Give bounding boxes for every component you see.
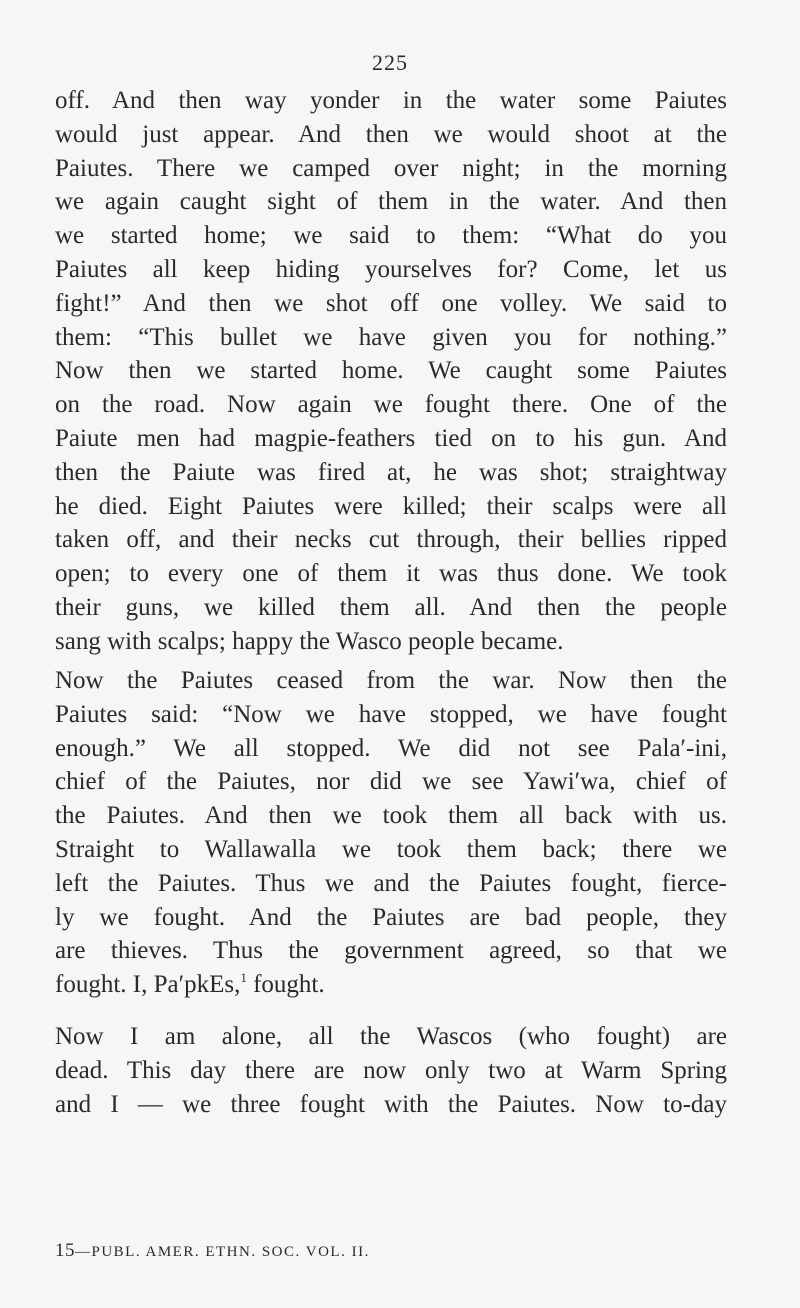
text-line-start: fought. I, Pa′pkEs,: [55, 971, 241, 999]
text-line: he died. Eight Paiutes were killed; their scalps were all: [55, 492, 727, 520]
text-line: then the Paiute was fired at, he was shot; straightway: [55, 458, 727, 486]
footnote-marker: 1: [240, 970, 247, 986]
signature-footer: [55, 1240, 370, 1262]
text-line: left the Paiutes. Thus we and the Paiutes fought, fierce-: [55, 869, 727, 897]
text-line: Now the Paiutes ceased from the war. Now then the: [55, 667, 727, 694]
text-line: Now I am alone, all the Wascos (who fought) are: [55, 1023, 727, 1050]
text-line: chief of the Paiutes, nor did we see Yawi′wa, chief of: [55, 768, 727, 796]
text-line: sang with scalps; happy the Wasco people became.: [55, 627, 564, 655]
signature-text: —PUBL. AMER. ETHN. SOC. VOL. II.: [75, 1244, 370, 1260]
text-line: Paiutes all keep hiding yourselves for? Come, let us: [55, 255, 727, 283]
paragraph-2: [55, 664, 727, 1002]
paragraph-3: [55, 1020, 727, 1121]
text-line: and I — we three fought with the Paiutes. Now to-day: [55, 1090, 727, 1118]
text-line: would just appear. And then we would shoot at the: [55, 120, 727, 148]
text-line: open; to every one of them it was thus done. We took: [55, 560, 727, 588]
text-line: off. And then way yonder in the water some Paiutes: [55, 87, 727, 114]
text-line: we again caught sight of them in the water. And then: [55, 188, 727, 216]
text-line: are thieves. Thus the government agreed, so that we: [55, 937, 727, 965]
page-number: 225: [372, 50, 408, 75]
text-line: them: “This bullet we have given you for nothing.”: [55, 323, 727, 351]
signature-number: 15: [55, 1240, 75, 1261]
text-line: fight!” And then we shot off one volley. We said to: [55, 289, 727, 317]
text-line: Paiutes said: “Now we have stopped, we have fought: [55, 700, 727, 728]
text-line: on the road. Now again we fought there. One of the: [55, 391, 727, 419]
text-line: Paiute men had magpie-feathers tied on to his gun. And: [55, 424, 727, 452]
text-line: enough.” We all stopped. We did not see Pala′-ini,: [55, 734, 727, 762]
text-line-end: fought.: [246, 971, 325, 999]
text-line: we started home; we said to them: “What do you: [55, 222, 727, 250]
text-line: dead. This day there are now only two at Warm Spring: [55, 1056, 727, 1084]
text-line: Paiutes. There we camped over night; in the morning: [55, 154, 727, 182]
text-line: Straight to Wallawalla we took them back; there we: [55, 835, 727, 863]
text-line: the Paiutes. And then we took them all back with us.: [55, 802, 727, 830]
paragraph-1: [55, 84, 727, 659]
text-line: ly we fought. And the Paiutes are bad people, they: [55, 903, 727, 931]
text-line: Now then we started home. We caught some Paiutes: [55, 357, 727, 385]
text-line: taken off, and their necks cut through, their bellies ripped: [55, 526, 727, 554]
text-line: [55, 968, 727, 1002]
text-line: their guns, we killed them all. And then the people: [55, 593, 727, 621]
